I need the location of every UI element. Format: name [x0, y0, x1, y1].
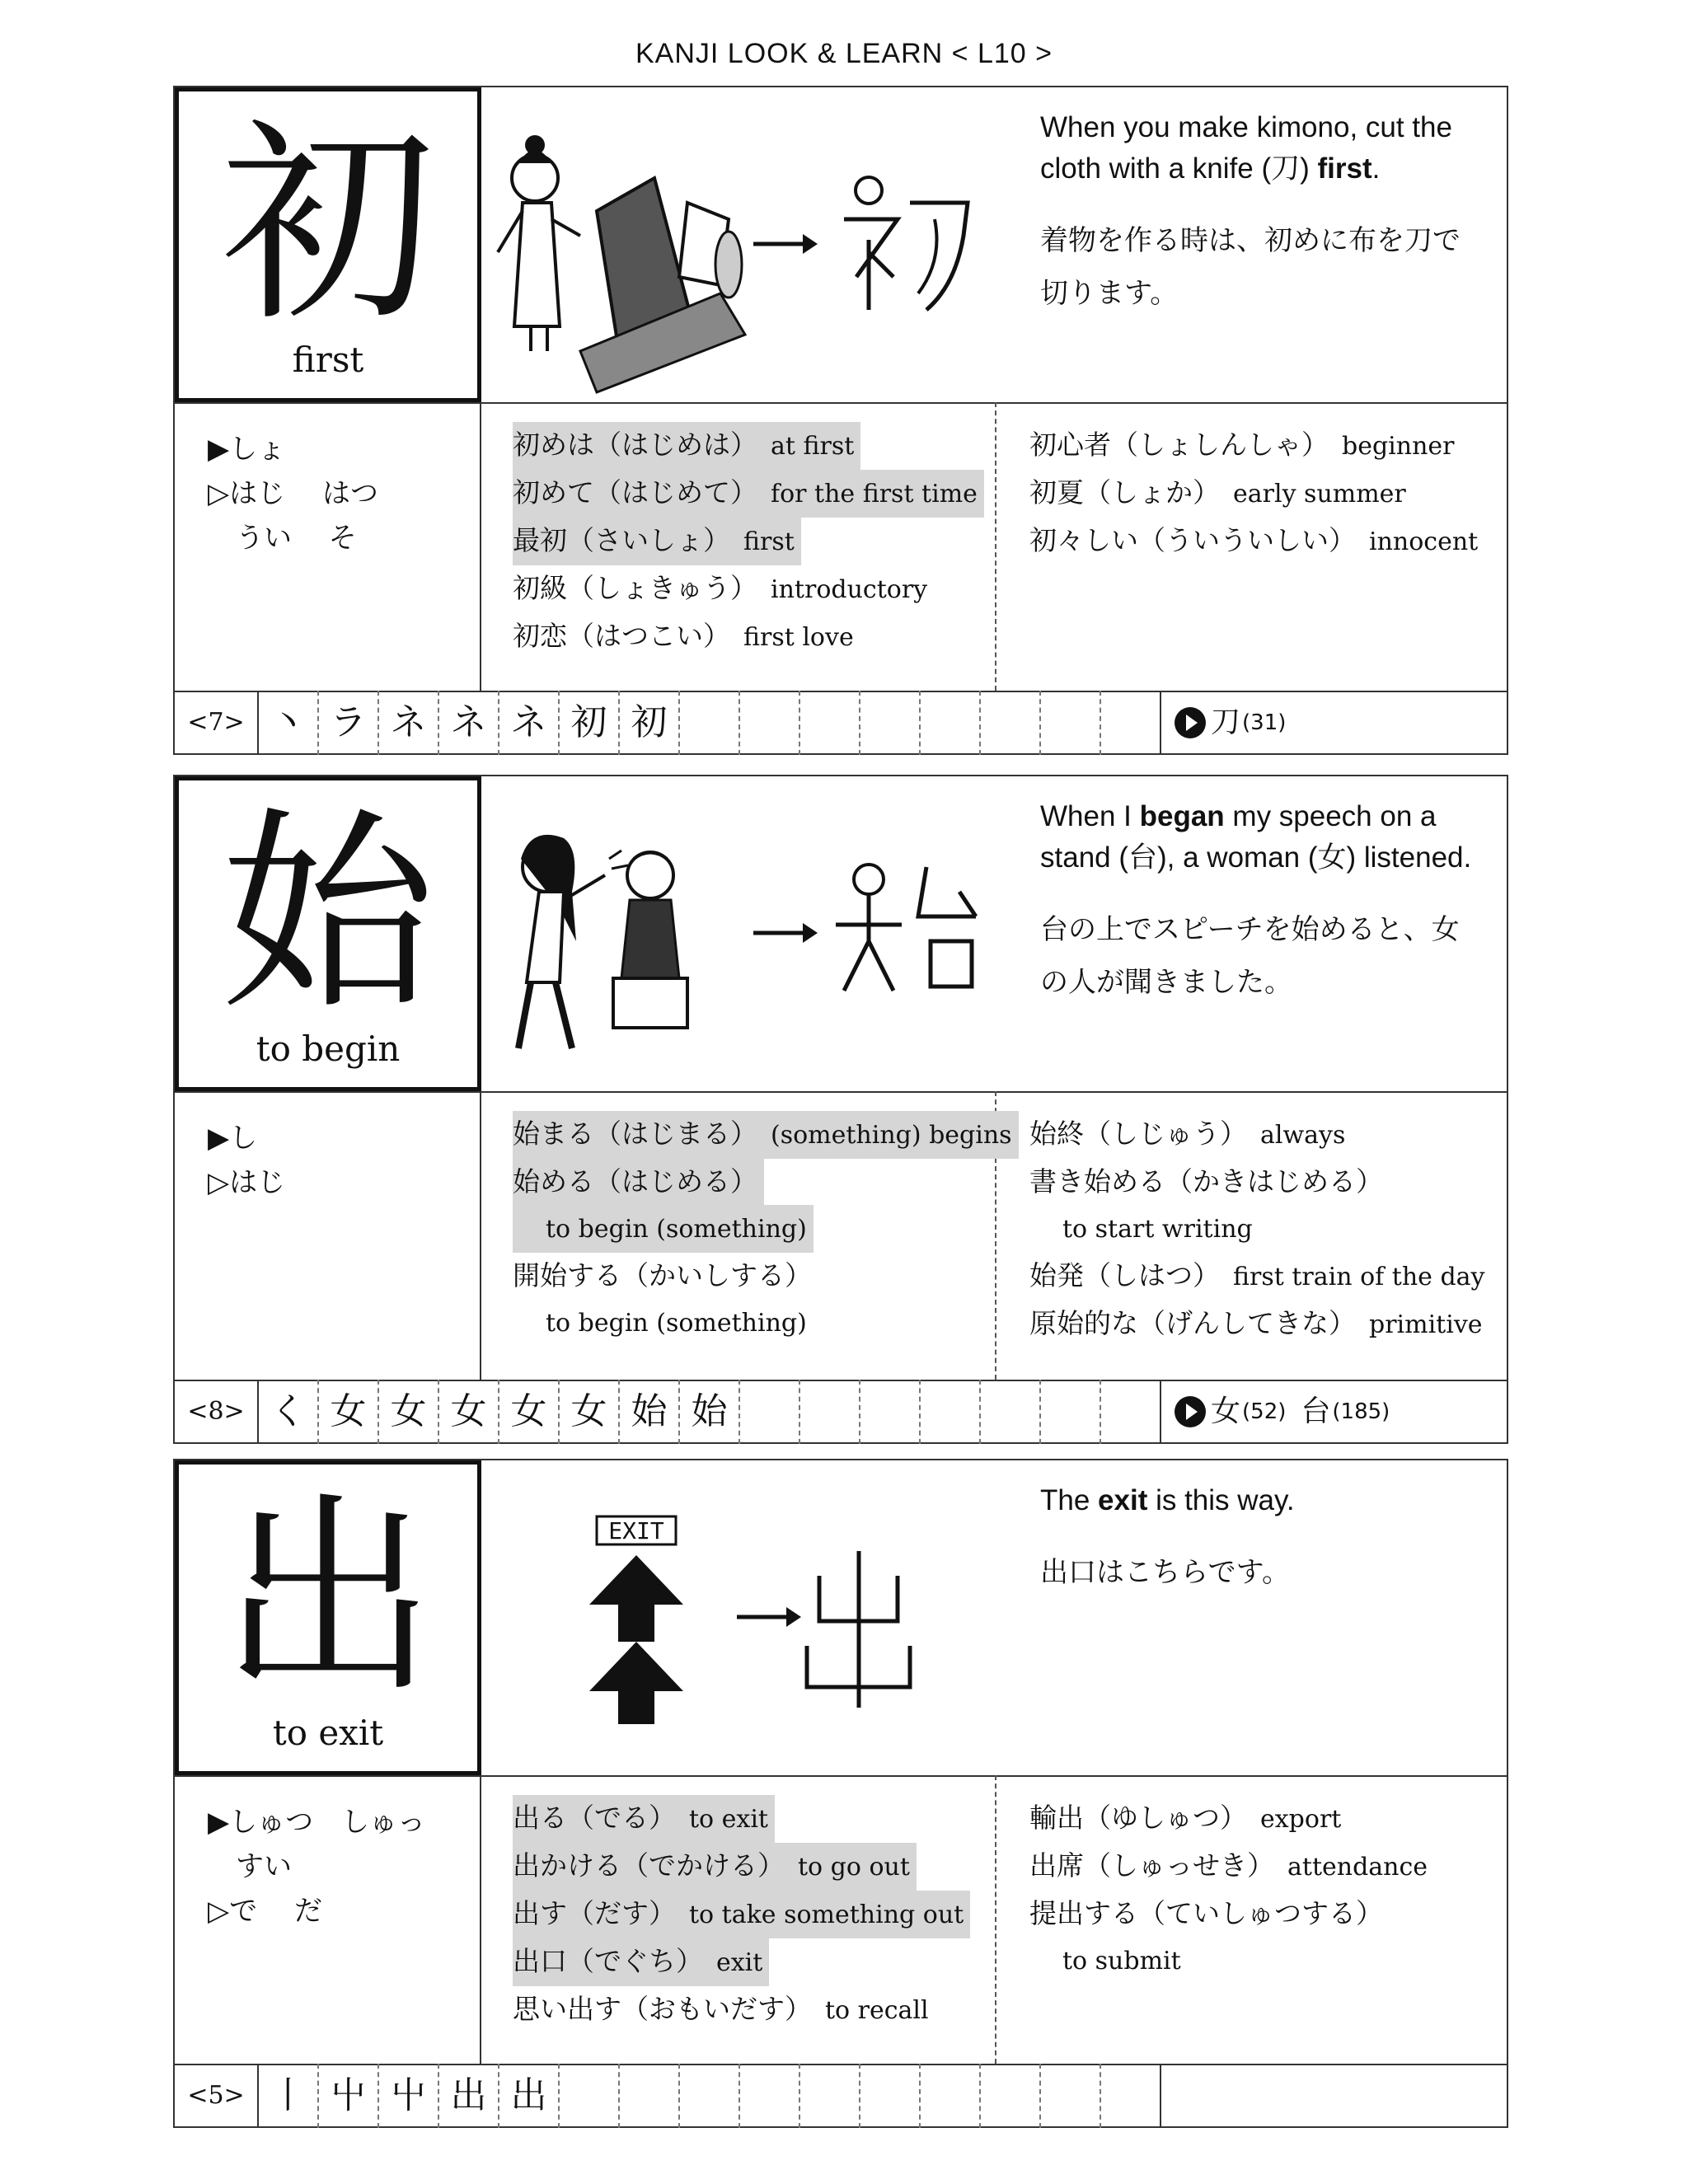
- stroke-order-row: [175, 2064, 1507, 2128]
- stroke-box: [1041, 691, 1101, 755]
- vocab-item: 出る（でる） to exit: [513, 1795, 775, 1843]
- vocab-item: 始発（しはつ） first train of the day: [1029, 1259, 1485, 1291]
- stroke-box: 始: [680, 1380, 740, 1444]
- kanji-box: [175, 776, 481, 1091]
- readings: [175, 402, 481, 691]
- vocab-item: 初心者（しょしんしゃ） beginner: [1029, 429, 1455, 461]
- story-english: When you make kimono, cut the cloth with a knife (刀) first.: [1040, 111, 1452, 185]
- component-kanji: 刀: [1211, 705, 1241, 739]
- vocab-item: 提出する（ていしゅつする）: [1029, 1897, 1383, 1929]
- stroke-box: [921, 2064, 981, 2128]
- vocab-item: to submit: [1062, 1947, 1181, 1975]
- stroke-box: [981, 691, 1041, 755]
- reading-onyomi: ▶しょ: [208, 433, 286, 466]
- stroke-box: [740, 1380, 800, 1444]
- vocab-item: 初めて（はじめて） for the first time: [513, 470, 984, 518]
- vocab-item: 出口（でぐち） exit: [513, 1938, 769, 1986]
- stroke-box: [921, 1380, 981, 1444]
- vocab-item: 書き始める（かきはじめる）: [1029, 1165, 1383, 1197]
- reading-kunyomi: ▷はじ はつ: [208, 477, 378, 510]
- stroke-box: 女: [499, 1380, 560, 1444]
- stroke-box: [1101, 1380, 1161, 1444]
- stroke-box: 出: [499, 2064, 560, 2128]
- reading-onyomi: ▶しゅつ しゅっ: [208, 1806, 426, 1839]
- stroke-box: ネ: [499, 691, 560, 755]
- readings: [175, 1775, 481, 2064]
- stroke-box: [860, 2064, 921, 2128]
- stroke-count: <8>: [175, 1380, 259, 1444]
- kanji-meaning: first: [292, 340, 364, 380]
- component-kanji: 女: [1211, 1394, 1241, 1428]
- stroke-box: [620, 2064, 680, 2128]
- vocab-item: 初級（しょきゅう） introductory: [513, 572, 928, 604]
- stroke-order-row: [175, 691, 1507, 755]
- stroke-box: [1101, 691, 1161, 755]
- vocab-item: to begin (something): [546, 1309, 807, 1338]
- mnemonic-illustration: [481, 776, 1009, 1091]
- stroke-box: [800, 1380, 860, 1444]
- reading-onyomi: ▶し: [208, 1122, 258, 1155]
- stroke-count: <5>: [175, 2064, 259, 2128]
- component-refs: [1161, 691, 1507, 755]
- vocab-extra: [996, 1091, 1507, 1399]
- stroke-box: [860, 691, 921, 755]
- kanji-character: 出: [221, 1474, 435, 1723]
- stroke-box: 出: [439, 2064, 499, 2128]
- vocab-item: 出す（だす） to take something out: [513, 1891, 970, 1938]
- stroke-count: <7>: [175, 691, 259, 755]
- reading-kunyomi: ▷で だ: [208, 1895, 322, 1928]
- story-japanese: 着物を作る時は、初めに布を刀で切ります。: [1040, 224, 1461, 310]
- component-number: (185): [1332, 1399, 1390, 1424]
- stroke-box: [1041, 1380, 1101, 1444]
- vocab-item: 始終（しじゅう） always: [1029, 1118, 1346, 1150]
- kanji-card-1: [173, 86, 1508, 755]
- stroke-box: く: [259, 1380, 319, 1444]
- stroke-box: [1101, 2064, 1161, 2128]
- vocab-item: 出席（しゅっせき） attendance: [1029, 1849, 1428, 1882]
- stroke-box: [560, 2064, 620, 2128]
- play-icon: [1175, 1396, 1206, 1427]
- stroke-box: 女: [560, 1380, 620, 1444]
- mnemonic-illustration: [481, 1460, 1009, 1775]
- stroke-box: [800, 2064, 860, 2128]
- vocab-main: [481, 1091, 1012, 1380]
- stroke-box: 屮: [379, 2064, 439, 2128]
- vocab-item: to start writing: [1062, 1215, 1253, 1244]
- component-kanji: 台: [1301, 1394, 1331, 1428]
- vocab-item: 原始的な（げんしてきな） primitive: [1029, 1307, 1483, 1339]
- component-refs: [1161, 1380, 1507, 1444]
- kanji-card-3: [173, 1459, 1508, 2128]
- vocab-item: 初めは（はじめは） at first: [513, 422, 860, 470]
- stroke-box: 女: [439, 1380, 499, 1444]
- stroke-order-row: [175, 1380, 1507, 1444]
- stroke-box: 丶: [259, 691, 319, 755]
- vocab-item: 出かける（でかける） to go out: [513, 1843, 917, 1891]
- stroke-box: [740, 691, 800, 755]
- mnemonic-story: [1040, 1480, 1485, 1599]
- vocab-main: [481, 1775, 996, 2064]
- vocab-item: 思い出す（おもいだす） to recall: [513, 1993, 929, 2025]
- mnemonic-story: [1040, 107, 1485, 320]
- vocab-item: 最初（さいしょ） first: [513, 518, 801, 565]
- stroke-box: [680, 691, 740, 755]
- stroke-box: 屮: [319, 2064, 379, 2128]
- kanji-box: [175, 87, 481, 402]
- vocab-extra: [996, 402, 1507, 710]
- vocab-item: 初々しい（ういういしい） innocent: [1029, 524, 1479, 556]
- kanji-character: 初: [221, 101, 435, 350]
- stroke-box: [981, 2064, 1041, 2128]
- reading-kunyomi: ▷はじ: [208, 1166, 286, 1199]
- vocab-item: 始める（はじめる）: [513, 1159, 764, 1205]
- stroke-box: [860, 1380, 921, 1444]
- stroke-box: ラ: [319, 691, 379, 755]
- kanji-character: 始: [221, 790, 435, 1039]
- story-english: The exit is this way.: [1040, 1484, 1295, 1516]
- stroke-box: ネ: [379, 691, 439, 755]
- stroke-box: 女: [379, 1380, 439, 1444]
- stroke-box: [800, 691, 860, 755]
- vocab-item: 初恋（はつこい） first love: [513, 620, 854, 652]
- vocab-main: [481, 402, 996, 691]
- kanji-card-2: [173, 775, 1508, 1444]
- vocab-item: 開始する（かいしする）: [513, 1259, 812, 1291]
- stroke-box: [981, 1380, 1041, 1444]
- vocab-extra: [996, 1775, 1507, 2083]
- stroke-box: 初: [620, 691, 680, 755]
- story-english: When I began my speech on a stand (台), a woman (女) listened.: [1040, 800, 1472, 874]
- vocab-item: 始まる（はじまる） (something) begins: [513, 1111, 1019, 1159]
- component-number: (31): [1242, 710, 1287, 735]
- mnemonic-illustration: [481, 87, 1009, 402]
- vocab-item: to begin (something): [513, 1205, 814, 1253]
- mnemonic-story: [1040, 796, 1485, 1009]
- stroke-box: [921, 691, 981, 755]
- story-japanese: 台の上でスピーチを始めると、女の人が聞きました。: [1040, 913, 1460, 999]
- page-header: KANJI LOOK & LEARN < L10 >: [635, 38, 1053, 69]
- stroke-box: [1041, 2064, 1101, 2128]
- component-refs: [1161, 2064, 1507, 2128]
- kanji-box: [175, 1460, 481, 1775]
- kanji-meaning: to begin: [256, 1029, 401, 1069]
- play-icon: [1175, 707, 1206, 738]
- component-number: (52): [1242, 1399, 1287, 1424]
- stroke-box: 始: [620, 1380, 680, 1444]
- kanji-meaning: to exit: [272, 1713, 384, 1753]
- stroke-box: 初: [560, 691, 620, 755]
- stroke-box: ネ: [439, 691, 499, 755]
- readings: [175, 1091, 481, 1380]
- stroke-box: [680, 2064, 740, 2128]
- exit-sign: EXIT: [608, 1517, 664, 1544]
- reading-kunyomi-extra: うい そ: [208, 522, 357, 555]
- story-japanese: 出口はこちらです。: [1040, 1556, 1290, 1589]
- stroke-box: 丨: [259, 2064, 319, 2128]
- stroke-box: 女: [319, 1380, 379, 1444]
- stroke-box: [740, 2064, 800, 2128]
- vocab-item: 輸出（ゆしゅつ） export: [1029, 1802, 1342, 1834]
- vocab-item: 初夏（しょか） early summer: [1029, 476, 1406, 509]
- reading-onyomi-extra: すい: [208, 1850, 292, 1883]
